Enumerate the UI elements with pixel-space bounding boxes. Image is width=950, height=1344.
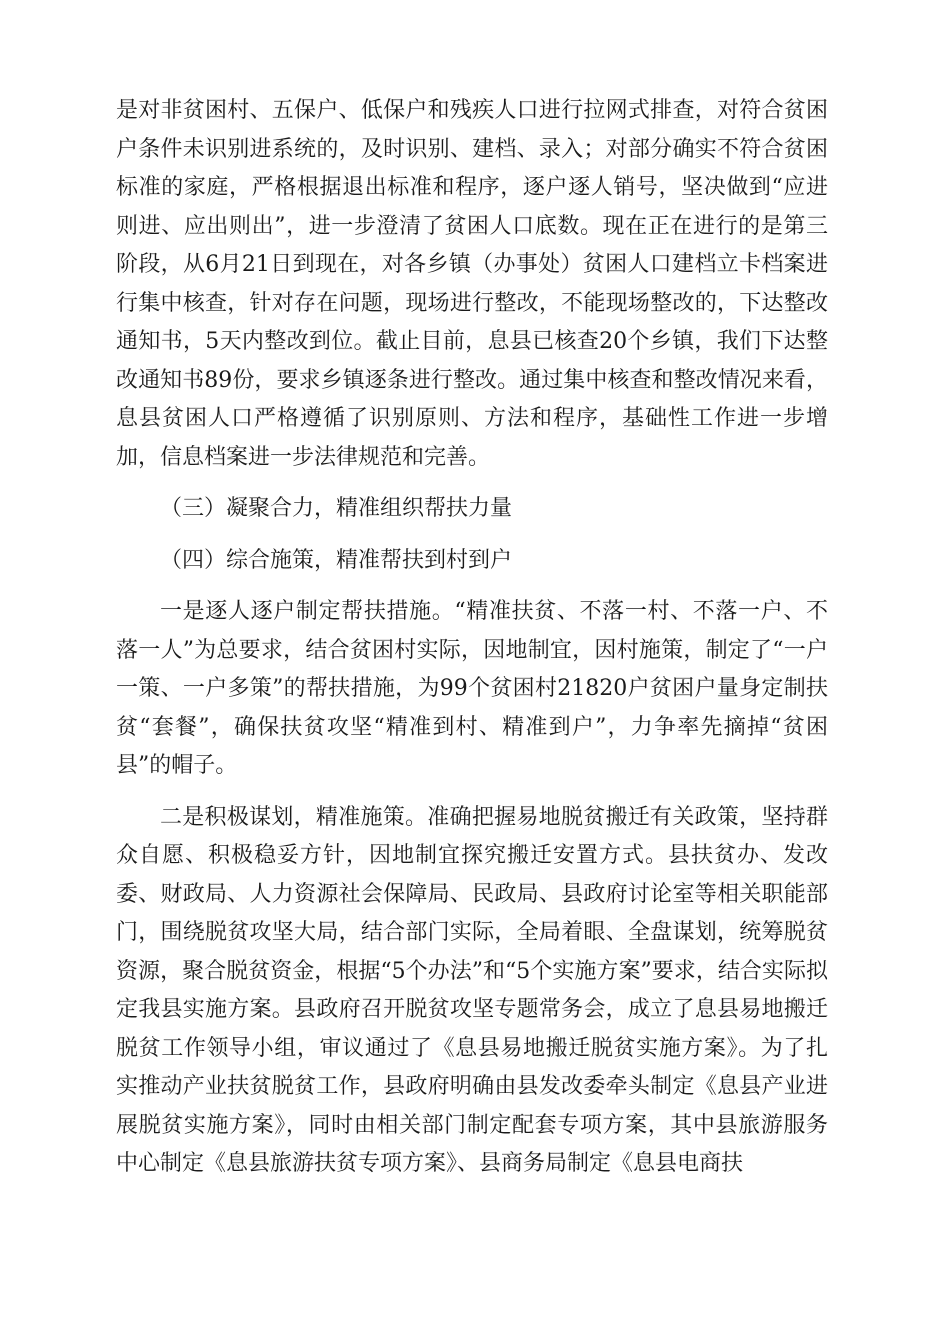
section-heading-4: （四）综合施策，精准帮扶到村到户	[160, 547, 513, 573]
paragraph-planning-measures: 二是积极谋划，精准施策。准确把握易地脱贫搬迁有关政策，坚持群众自愿、积极稳妥方针，因地制宜探究搬迁安置方式。县扶贫办、发改委、财政局、人力资源社会保障局、民政局、县政府讨论室等相关职能部门，围绕脱贫攻坚大局，结合部门实际，全局着眼、全盘谋划，统筹脱贫资源，聚合脱贫资金，根据“5个办法”和“5个实施方案”要求，结合实际拟定我县实施方案。县政府召开脱贫攻坚专题常务会，成立了息县易地搬迁脱贫工作领导小组，审议通过了《息县易地搬迁脱贫实施方案》。为了扎实推动产业扶贫脱贫工作，县政府明确由县发改委牵头制定《息县产业进展脱贫实施方案》，同时由相关部门制定配套专项方案，其中县旅游服务中心制定《息县旅游扶贫专项方案》、县商务局制定《息县电商扶	[116, 804, 828, 1176]
paragraph-verification-phase: 是对非贫困村、五保户、低保户和残疾人口进行拉网式排查，对符合贫困户条件未识别进系统的，及时识别、建档、录入；对部分确实不符合贫困标准的家庭，严格根据退出标准和程序，逐户逐人销号，坚决做到“应进则进、应出则出”，进一步澄清了贫困人口底数。现在正在进行的是第三阶段，从6月21日到现在，对各乡镇（办事处）贫困人口建档立卡档案进行集中核查，针对存在问题，现场进行整改，不能现场整改的，下达整改通知书，5天内整改到位。截止目前，息县已核查20个乡镇，我们下达整改通知书89份，要求乡镇逐条进行整改。通过集中核查和整改情况来看，息县贫困人口严格遵循了识别原则、方法和程序，基础性工作进一步增加，信息档案进一步法律规范和完善。	[116, 98, 828, 470]
paragraph-household-measures: 一是逐人逐户制定帮扶措施。“精准扶贫、不落一村、不落一户、不落一人”为总要求，结合贫困村实际，因地制宜，因村施策，制定了“一户一策、一户多策”的帮扶措施，为99个贫困村21820户贫困户量身定制扶贫“套餐”，确保扶贫攻坚“精准到村、精准到户”，力争率先摘掉“贫困县”的帽子。	[116, 599, 828, 778]
section-heading-3: （三）凝聚合力，精准组织帮扶力量	[160, 496, 513, 521]
document-body	[116, 92, 828, 1184]
